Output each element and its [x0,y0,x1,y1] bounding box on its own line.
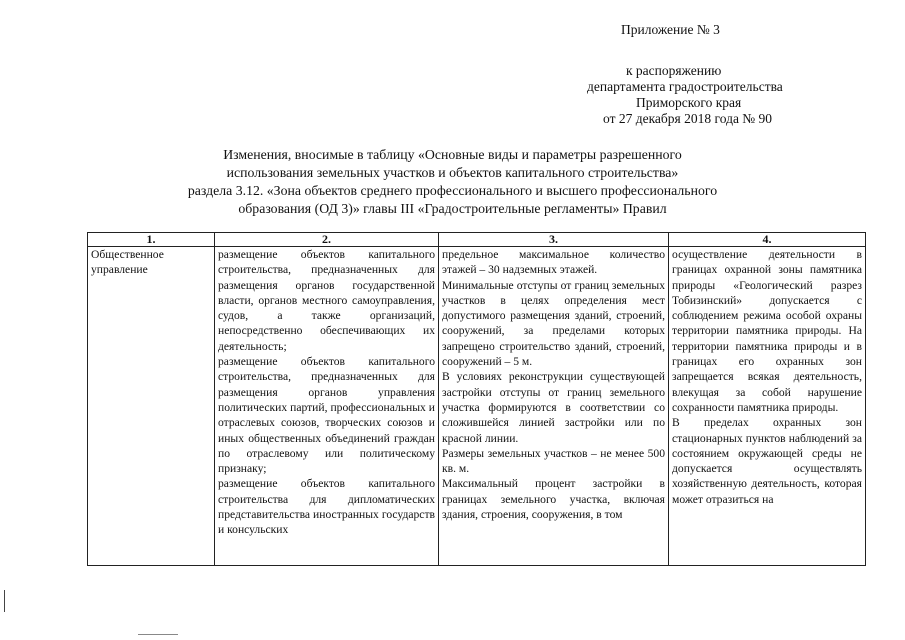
use-description-paragraph: размещение объектов капитального строительства для дипломатических представительства иностранных государств и консульских [218,477,435,537]
column-header-1: 1. [88,233,215,247]
column-header-2: 2. [215,233,439,247]
use-type-name: Общественное управление [91,248,164,277]
parameter-paragraph: Размеры земельных участков – не менее 500 кв. м. [442,446,665,476]
parameter-paragraph: Максимальный процент застройки в границах земельного участка, включая здания, строения, сооружения, в том [442,477,665,522]
document-title [0,146,905,218]
table-header-row [88,233,866,247]
title-line-4: образования (ОД 3)» главы III «Градостроительные регламенты» Правил [238,201,667,216]
scan-edge-mark [4,590,5,612]
parameter-paragraph: Минимальные отступы от границ земельных участков в целях определения мест допустимого размещения зданий, строений, сооружений, за пределами которых запрещено строительство зданий, строений, сооружений – 5 м. [442,278,665,369]
title-line-1: Изменения, вносимые в таблицу «Основные виды и параметры разрешенного [223,147,682,162]
column-header-4: 4. [669,233,866,247]
title-line-3: раздела 3.12. «Зона объектов среднего профессионального и высшего профессионального [187,183,718,198]
title-line-2: использования земельных участков и объектов капитального строительства» [226,165,679,180]
appendix-label: Приложение № 3 [621,22,720,37]
scan-bottom-mark [138,634,178,635]
department-name: департамента градостроительства [587,79,783,94]
parameter-paragraph: предельное максимальное количество этажей – 30 надземных этажей. [442,248,665,277]
cell-use-description [215,247,439,566]
use-description-paragraph: размещение объектов капитального строительства, предназначенных для размещения органов государственной власти, органов местного самоуправления, судов, а также организаций, непосредственно обеспечивающих их деятельность; [218,248,435,353]
region-name: Приморского края [636,95,742,110]
use-description-paragraph: размещение объектов капитального строительства, предназначенных для размещения органов управления политических партий, профессиональных и отраслевых союзов, творческих союзов и иных общественных объединений граждан по отраслевому или политическому признаку; [218,355,435,476]
order-date-number: от 27 декабря 2018 года № 90 [603,111,773,126]
cell-restrictions [669,247,866,566]
table-row [88,247,866,566]
cell-use-type [88,247,215,566]
cell-parameters [439,247,669,566]
restriction-paragraph: осуществление деятельности в границах охранной зоны памятника природы «Геологический разрез Тобизинский» допускается с соблюдением режима особой охраны территории памятника природы. На территории памятника природы и в границах его охранных зон запрещается всякая деятельность, влекущая за собой нарушение сохранности памятника природы. [672,248,862,414]
parameter-paragraph: В условиях реконструкции существующей застройки отступы от границ земельного участка формируются в соответствии со сложившейся линией застройки или по красной линии. [442,370,665,445]
restriction-paragraph: В пределах охранных зон стационарных пунктов наблюдений за состоянием окружающей среды не допускается осуществлять хозяйственную деятельность, которая может отразиться на [672,416,862,506]
column-header-3: 3. [439,233,669,247]
order-reference: к распоряжению [626,63,722,78]
changes-table [87,232,866,566]
